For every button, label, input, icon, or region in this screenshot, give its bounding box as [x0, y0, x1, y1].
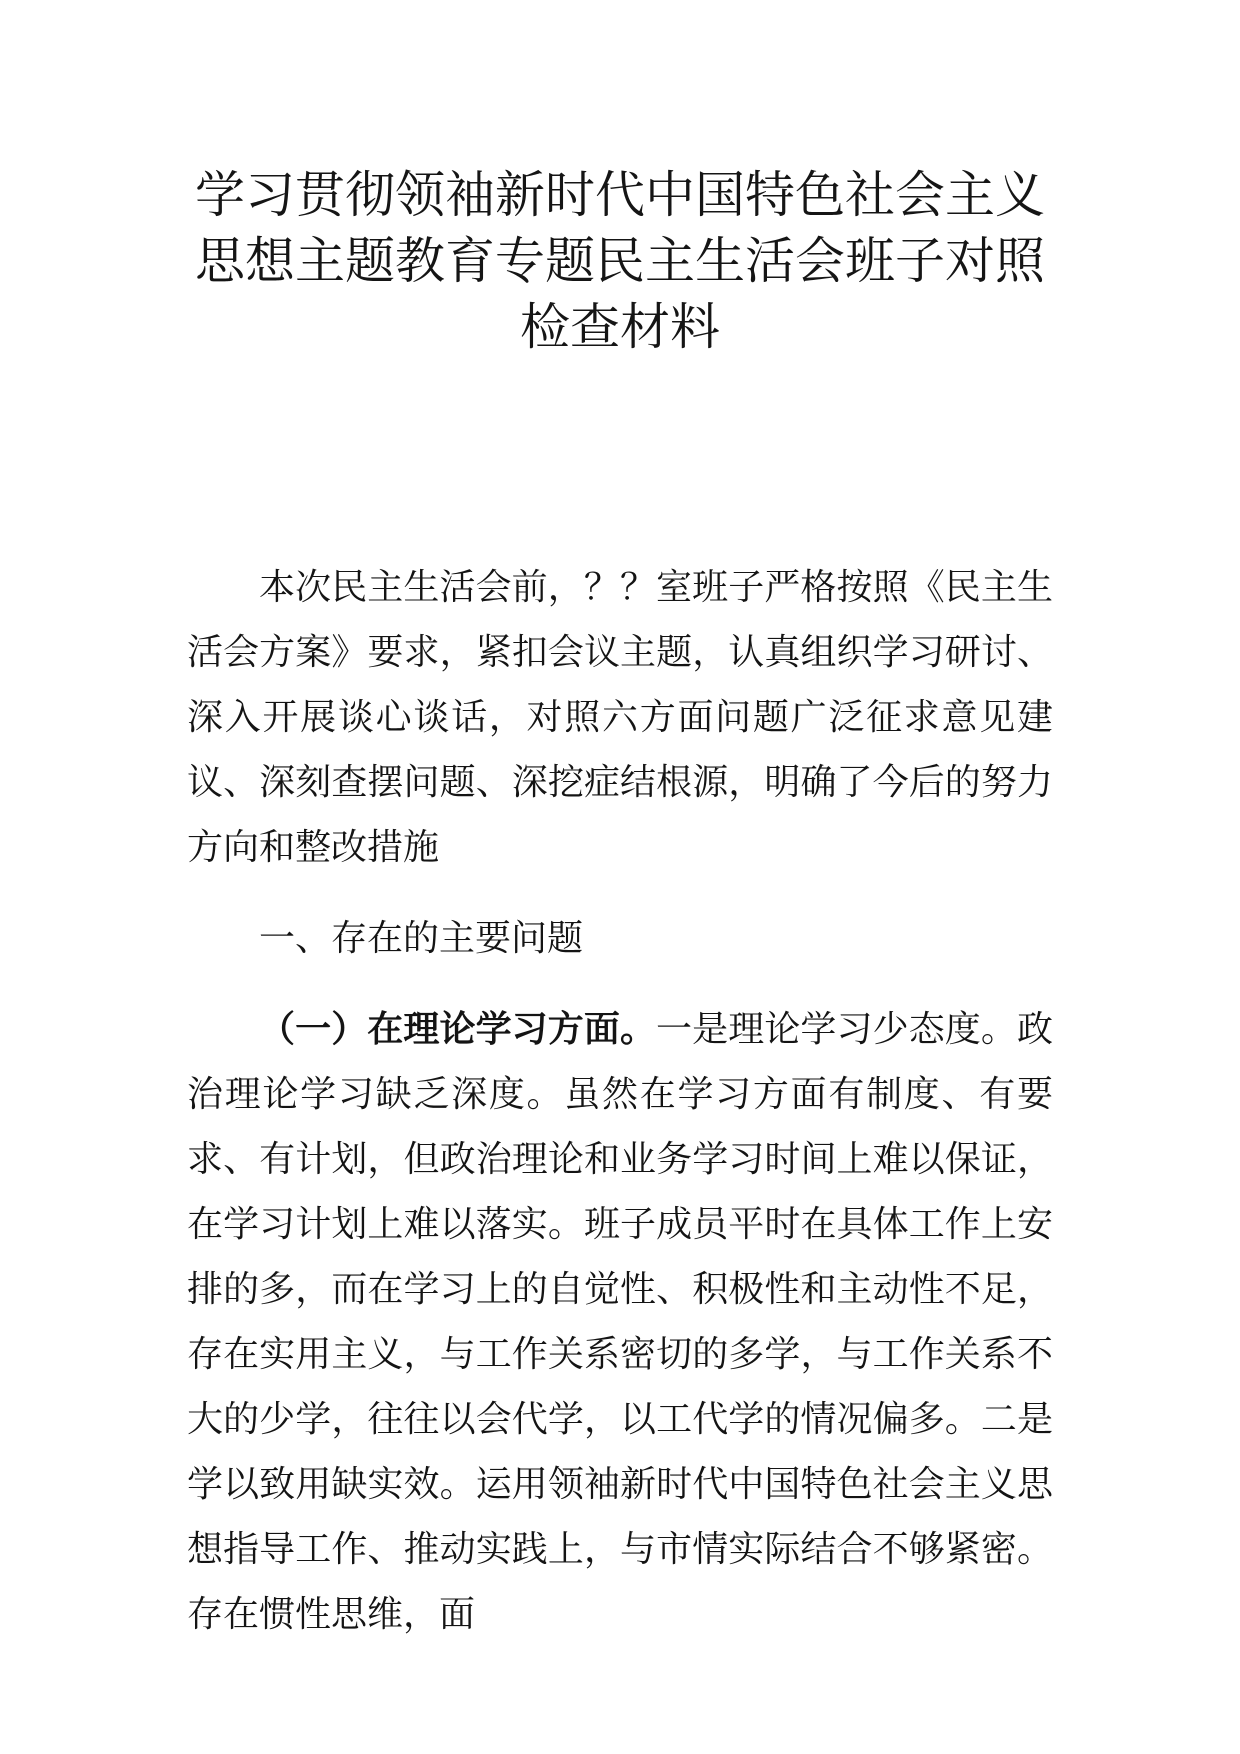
document-title: 学习贯彻领袖新时代中国特色社会主义思想主题教育专题民主生活会班子对照检查材料 [195, 166, 1045, 356]
section-heading: 一、存在的主要问题 [259, 918, 584, 959]
intro-paragraph: 本次民主生活会前，？？室班子严格按照《民主生活会方案》要求，紧扣会议主题，认真组织学习研讨、深入开展谈心谈话，对照六方面问题广泛征求意见建议、深刻查摆问题、深挖症结根源，明确了今后的努力方向和整改措施 [187, 567, 1053, 868]
subsection-paragraph [187, 997, 1053, 1647]
subsection-text: 一是理论学习少态度。政治理论学习缺乏深度。虽然在学习方面有制度、有要求、有计划，但政治理论和业务学习时间上难以保证，在学习计划上难以落实。班子成员平时在具体工作上安排的多，而在学习上的自觉性、积极性和主动性不足，存在实用主义，与工作关系密切的多学，与工作关系不大的少学，往往以会代学，以工代学的情况偏多。二是学以致用缺实效。运用领袖新时代中国特色社会主义思想指导工作、推动实践上，与市情实际结合不够紧密。存在惯性思维，面 [187, 1009, 1053, 1635]
subsection-lead: （一）在理论学习方面。 [259, 1009, 657, 1050]
document-body [187, 555, 1053, 1647]
